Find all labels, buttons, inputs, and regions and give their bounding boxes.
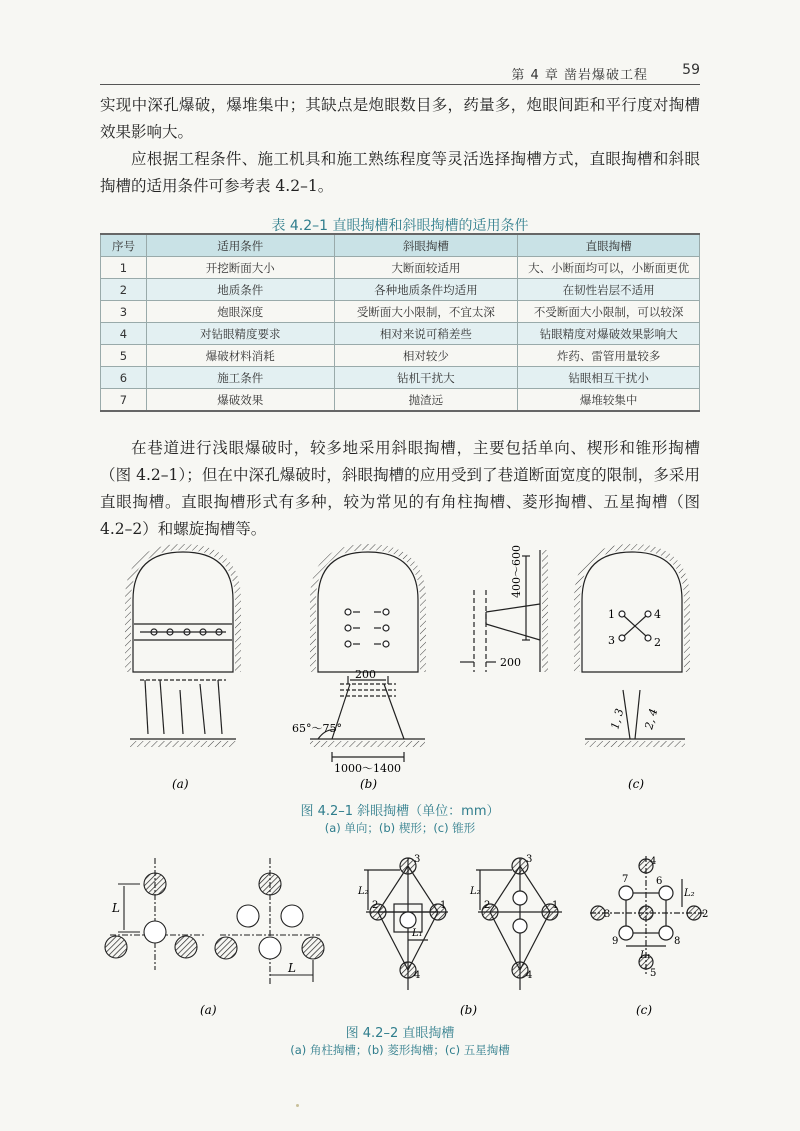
table-cell: 钻机干扰大: [334, 367, 518, 389]
figure1-subcaption: (a) 单向；(b) 楔形；(c) 锥形: [324, 821, 476, 835]
figure2-c-L1: L₁: [640, 950, 651, 961]
chapter-title: 第 4 章 凿岩爆破工程: [511, 68, 648, 83]
figure2-label-b: (b): [460, 1003, 478, 1017]
figure2-c-n3: 3: [604, 909, 611, 920]
table-cell: 施工条件: [146, 367, 334, 389]
table-cell: 各种地质条件均适用: [334, 279, 518, 301]
table-row: [101, 301, 700, 323]
table-cell: 大断面较适用: [334, 257, 518, 279]
figure-c-cone-front: [577, 547, 687, 744]
table-cell: 爆破效果: [146, 389, 334, 412]
table-cell: 钻眼精度对爆破效果影响大: [518, 323, 700, 345]
page-speck: [296, 1104, 299, 1107]
figure2-c-n4: 4: [650, 856, 657, 867]
table-cell: 6: [101, 367, 147, 389]
table-cell: 5: [101, 345, 147, 367]
figure1-dim-400-600: 400～600: [510, 545, 523, 598]
table-cell: 钻眼相互干扰小: [518, 367, 700, 389]
table-cell: 爆破材料消耗: [146, 345, 334, 367]
running-header: [100, 62, 700, 85]
figure1-hole-2: 2: [654, 636, 661, 649]
table-row: [101, 323, 700, 345]
table-row: [101, 257, 700, 279]
table-header-cell: 适用条件: [146, 234, 334, 257]
figure1-label-24: 2, 4: [642, 707, 661, 731]
table-cell: 开挖断面大小: [146, 257, 334, 279]
figure1-caption: 图 4.2–1 斜眼掏槽（单位：mm）: [300, 804, 500, 819]
figure2-subcaption: (a) 角柱掏槽；(b) 菱形掏槽；(c) 五星掏槽: [290, 1043, 510, 1057]
table-header-cell: 序号: [101, 234, 147, 257]
figure2-dim-L-1: L: [112, 901, 120, 915]
figure2-c-L2: L₂: [684, 888, 695, 899]
figure2-caption: 图 4.2–2 直眼掏槽: [345, 1026, 455, 1041]
table-header-cell: 直眼掏槽: [518, 234, 700, 257]
table-cell: 不受断面大小限制，可以较深: [518, 301, 700, 323]
table-cell: 大、小断面均可以，小断面更优: [518, 257, 700, 279]
table-cell: 相对较少: [334, 345, 518, 367]
figure2-b2-L2: L₂: [470, 886, 481, 897]
table-caption: 表 4.2–1 直眼掏槽和斜眼掏槽的适用条件: [271, 218, 529, 234]
figure1-hole-3: 3: [608, 634, 615, 647]
figure2-label-c: (c): [636, 1003, 653, 1017]
table-cell: 1: [101, 257, 147, 279]
figure-a-single-direction: [128, 547, 238, 744]
table-cell: 爆堆较集中: [518, 389, 700, 412]
figure2-b-n1: 1: [440, 900, 447, 911]
figure1-dim-200-c: 200: [500, 656, 521, 669]
paragraph-2: 应根据工程条件、施工机具和施工熟练程度等灵活选择掏槽方式，直眼掏槽和斜眼掏槽的适用条件可参考表 4.2–1。: [100, 150, 700, 195]
figure2-c-n9: 9: [612, 936, 619, 947]
table-row: [101, 389, 700, 412]
table-cell: 对钻眼精度要求: [146, 323, 334, 345]
figure2-b-L2: L₂: [358, 886, 369, 897]
figure1-dim-200: 200: [355, 668, 376, 681]
figure2-b2-n1: 1: [552, 900, 559, 911]
table-header-cell: 斜眼掏槽: [334, 234, 518, 257]
paragraph-3: 在巷道进行浅眼爆破时，较多地采用斜眼掏槽，主要包括单向、楔形和锥形掏槽（图 4.2–1）；但在中深孔爆破时，斜眼掏槽的应用受到了巷道断面宽度的限制，多采用直眼掏槽。直眼掏槽形式有多种，较为常见的有角柱掏槽、菱形掏槽、五星掏槽（图 4.2–2）和螺旋掏槽等。: [100, 439, 700, 538]
table-cell: 抛渣远: [334, 389, 518, 412]
table-cell: 在韧性岩层不适用: [518, 279, 700, 301]
figure2-label-a: (a): [200, 1003, 217, 1017]
paragraph-1: 实现中深孔爆破，爆堆集中；其缺点是炮眼数目多，药量多，炮眼间距和平行度对掏槽效果影响大。: [100, 96, 700, 141]
figure2-b2-n4: 4: [526, 970, 533, 981]
table-row: [101, 279, 700, 301]
figure2-b2-n2: 2: [484, 900, 491, 911]
figure2-b-n3: 3: [414, 854, 421, 865]
figure1-label-b: (b): [360, 777, 378, 791]
figure1-dim-1000-1400: 1000～1400: [334, 762, 401, 775]
table-cell: 3: [101, 301, 147, 323]
figure2-b-n2: 2: [372, 900, 379, 911]
table-cell: 受断面大小限制，不宜太深: [334, 301, 518, 323]
page-number: 59: [682, 62, 700, 78]
figure-parallel-cut: [0, 845, 800, 1025]
figure2-dim-L-2: L: [288, 961, 296, 975]
table-cell: 炮眼深度: [146, 301, 334, 323]
table-cell: 炸药、雷管用量较多: [518, 345, 700, 367]
table-row: [101, 345, 700, 367]
figure2-b2-n3: 3: [526, 854, 533, 865]
figure1-angle: 65°～75°: [292, 722, 342, 735]
figure1-label-13: 1, 3: [608, 707, 627, 731]
figure2-c-n2: 2: [702, 909, 709, 920]
applicability-table: [100, 233, 700, 412]
figure2-c-n6: 6: [656, 876, 663, 887]
figure2-b-L1: L₁: [412, 928, 423, 939]
table-cell: 4: [101, 323, 147, 345]
figure-c-cone-side: [460, 550, 545, 672]
table-header-row: [101, 234, 700, 257]
figure2-c-n7: 7: [622, 874, 629, 885]
figure2-c-n8: 8: [674, 936, 681, 947]
table-cell: 相对来说可稍差些: [334, 323, 518, 345]
figure2-c-n5: 5: [650, 968, 657, 979]
figure2-b-n4: 4: [414, 970, 421, 981]
table-cell: 2: [101, 279, 147, 301]
table-row: [101, 367, 700, 389]
figure1-label-a: (a): [172, 777, 189, 791]
figure1-hole-1: 1: [608, 608, 615, 621]
figure1-label-c: (c): [628, 777, 645, 791]
table-cell: 地质条件: [146, 279, 334, 301]
table-cell: 7: [101, 389, 147, 412]
figure-inclined-cut: [0, 540, 800, 800]
figure1-hole-4: 4: [654, 608, 661, 621]
